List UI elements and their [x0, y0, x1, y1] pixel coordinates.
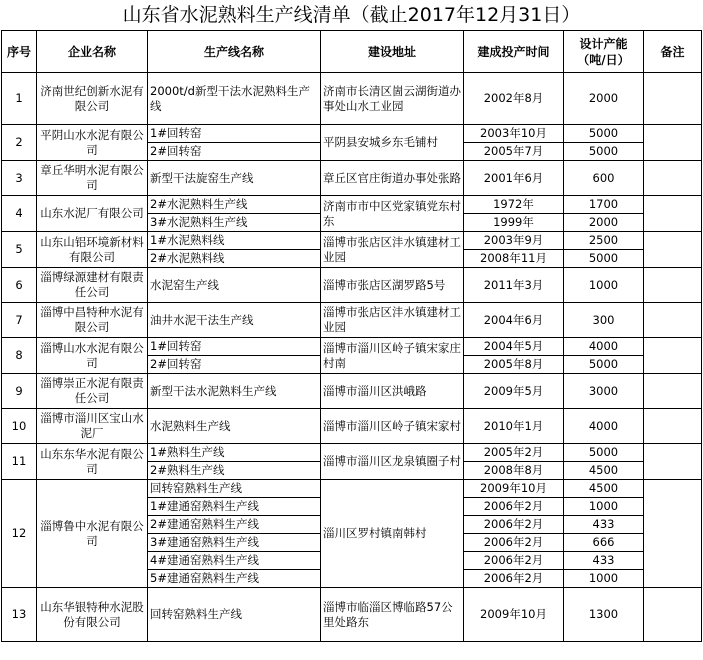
col-header-date: 建成投产时间 [464, 31, 564, 73]
capacity-cell: 5000 [564, 444, 644, 462]
seq-cell: 5 [2, 232, 37, 268]
date-cell: 2009年10月 [464, 588, 564, 642]
capacity-cell: 433 [564, 552, 644, 570]
company-cell: 章丘华明水泥有限公司 [37, 161, 148, 196]
line-name-cell: 1#回转窑 [148, 125, 321, 143]
seq-cell: 2 [2, 125, 37, 161]
line-name-cell: 3#水泥熟料生产线 [148, 214, 321, 232]
date-cell: 2006年2月 [464, 516, 564, 534]
seq-cell: 10 [2, 409, 37, 444]
capacity-cell: 1300 [564, 588, 644, 642]
note-cell [644, 480, 702, 588]
note-cell [644, 232, 702, 268]
address-cell: 平阴县安城乡东毛铺村 [321, 125, 464, 161]
col-header-line: 生产线名称 [148, 31, 321, 73]
address-cell: 济南市长清区崮云湖街道办事处山水工业园 [321, 73, 464, 125]
capacity-cell: 5000 [564, 125, 644, 143]
seq-cell: 6 [2, 268, 37, 303]
note-cell [644, 338, 702, 374]
company-cell: 淄博鲁中水泥有限公司 [37, 480, 148, 588]
date-cell: 2002年8月 [464, 73, 564, 125]
seq-cell: 4 [2, 196, 37, 232]
capacity-cell: 4500 [564, 462, 644, 480]
address-cell: 淄博市淄川区岭子镇宋家庄村南 [321, 338, 464, 374]
capacity-cell: 433 [564, 516, 644, 534]
address-cell: 章丘区官庄街道办事处张路 [321, 161, 464, 196]
date-cell: 2011年3月 [464, 268, 564, 303]
company-cell: 济南世纪创新水泥有限公司 [37, 73, 148, 125]
company-cell: 山东水泥厂有限公司 [37, 196, 148, 232]
date-cell: 2010年1月 [464, 409, 564, 444]
note-cell [644, 588, 702, 642]
address-cell: 淄博市淄川区龙泉镇圈子村 [321, 444, 464, 480]
capacity-cell: 2000 [564, 214, 644, 232]
seq-cell: 12 [2, 480, 37, 588]
line-name-cell: 4#建通窑熟料生产线 [148, 552, 321, 570]
line-name-cell: 1#回转窑 [148, 338, 321, 356]
capacity-cell: 600 [564, 161, 644, 196]
table-row [2, 196, 702, 214]
line-name-cell: 2#熟料生产线 [148, 462, 321, 480]
header-row [2, 31, 702, 73]
capacity-cell: 1000 [564, 570, 644, 588]
company-cell: 淄博山水水泥有限公司 [37, 338, 148, 374]
col-header-capacity: 设计产能（吨/日） [564, 31, 644, 73]
line-name-cell: 2000t/d新型干法水泥熟料生产线 [148, 73, 321, 125]
date-cell: 2008年8月 [464, 462, 564, 480]
company-cell: 平阴山水水泥有限公司 [37, 125, 148, 161]
note-cell [644, 125, 702, 161]
date-cell: 2006年2月 [464, 534, 564, 552]
line-name-cell: 3#建通窑熟料生产线 [148, 534, 321, 552]
note-cell [644, 161, 702, 196]
col-header-address: 建设地址 [321, 31, 464, 73]
seq-cell: 3 [2, 161, 37, 196]
line-name-cell: 1#熟料生产线 [148, 444, 321, 462]
company-cell: 淄博崇正水泥有限责任公司 [37, 374, 148, 409]
address-cell: 淄川区罗村镇南韩村 [321, 480, 464, 588]
seq-cell: 8 [2, 338, 37, 374]
note-cell [644, 303, 702, 338]
table-row [2, 268, 702, 303]
date-cell: 2006年2月 [464, 570, 564, 588]
company-cell: 淄博市淄川区宝山水泥厂 [37, 409, 148, 444]
company-cell: 淄博中昌特种水泥有限公司 [37, 303, 148, 338]
note-cell [644, 73, 702, 125]
page-title: 山东省水泥熟料生产线清单（截止2017年12月31日） [122, 4, 581, 26]
table-row [2, 303, 702, 338]
line-name-cell: 2#回转窑 [148, 356, 321, 374]
address-cell: 淄博市淄川区洪峨路 [321, 374, 464, 409]
company-cell: 山东东华水泥有限公司 [37, 444, 148, 480]
seq-cell: 11 [2, 444, 37, 480]
table-row [2, 444, 702, 462]
col-header-seq: 序号 [2, 31, 37, 73]
date-cell: 2004年6月 [464, 303, 564, 338]
company-cell: 淄博绿源建材有限责任公司 [37, 268, 148, 303]
date-cell: 1972年 [464, 196, 564, 214]
line-name-cell: 5#建通窑熟料生产线 [148, 570, 321, 588]
capacity-cell: 2500 [564, 232, 644, 250]
line-name-cell: 2#水泥熟料生产线 [148, 196, 321, 214]
capacity-cell: 1000 [564, 268, 644, 303]
note-cell [644, 196, 702, 232]
date-cell: 2006年2月 [464, 552, 564, 570]
capacity-cell: 5000 [564, 250, 644, 268]
date-cell: 2005年7月 [464, 143, 564, 161]
address-cell: 淄博市张店区沣水镇建材工业园 [321, 232, 464, 268]
date-cell: 2005年2月 [464, 444, 564, 462]
date-cell: 2009年5月 [464, 374, 564, 409]
table-row [2, 232, 702, 250]
line-name-cell: 回转窑熟料生产线 [148, 588, 321, 642]
date-cell: 2009年10月 [464, 480, 564, 498]
line-name-cell: 2#建通窑熟料生产线 [148, 516, 321, 534]
address-cell: 淄博市临淄区博临路57公里处路东 [321, 588, 464, 642]
date-cell: 2003年9月 [464, 232, 564, 250]
company-cell: 山东山铝环境新材料有限公司 [37, 232, 148, 268]
address-cell: 淄博市淄川区岭子镇宋家村 [321, 409, 464, 444]
line-name-cell: 回转窑熟料生产线 [148, 480, 321, 498]
col-header-company: 企业名称 [37, 31, 148, 73]
production-line-table [1, 30, 702, 642]
address-cell: 济南市市中区党家镇党东村东 [321, 196, 464, 232]
table-row [2, 161, 702, 196]
line-name-cell: 新型干法旋窑生产线 [148, 161, 321, 196]
table-row [2, 338, 702, 356]
line-name-cell: 2#回转窑 [148, 143, 321, 161]
company-cell: 山东华银特种水泥股份有限公司 [37, 588, 148, 642]
line-name-cell: 水泥熟料生产线 [148, 409, 321, 444]
capacity-cell: 666 [564, 534, 644, 552]
seq-cell: 9 [2, 374, 37, 409]
note-cell [644, 444, 702, 480]
capacity-cell: 4500 [564, 480, 644, 498]
date-cell: 1999年 [464, 214, 564, 232]
table-row [2, 588, 702, 642]
col-header-note: 备注 [644, 31, 702, 73]
capacity-cell: 1700 [564, 196, 644, 214]
table-row [2, 73, 702, 125]
capacity-cell: 5000 [564, 143, 644, 161]
note-cell [644, 409, 702, 444]
line-name-cell: 1#建通窑熟料生产线 [148, 498, 321, 516]
table-row [2, 125, 702, 143]
note-cell [644, 374, 702, 409]
line-name-cell: 油井水泥干法生产线 [148, 303, 321, 338]
capacity-cell: 4000 [564, 409, 644, 444]
table-row [2, 409, 702, 444]
address-cell: 淄博市张店区湖罗路5号 [321, 268, 464, 303]
capacity-cell: 5000 [564, 356, 644, 374]
date-cell: 2004年5月 [464, 338, 564, 356]
capacity-cell: 2000 [564, 73, 644, 125]
line-name-cell: 水泥窑生产线 [148, 268, 321, 303]
line-name-cell: 1#水泥熟料线 [148, 232, 321, 250]
date-cell: 2008年11月 [464, 250, 564, 268]
seq-cell: 13 [2, 588, 37, 642]
table-row [2, 374, 702, 409]
seq-cell: 1 [2, 73, 37, 125]
date-cell: 2003年10月 [464, 125, 564, 143]
capacity-cell: 4000 [564, 338, 644, 356]
date-cell: 2005年8月 [464, 356, 564, 374]
address-cell: 淄博市张店区沣水镇建材工业园 [321, 303, 464, 338]
seq-cell: 7 [2, 303, 37, 338]
date-cell: 2001年6月 [464, 161, 564, 196]
capacity-cell: 300 [564, 303, 644, 338]
line-name-cell: 新型干法水泥熟料生产线 [148, 374, 321, 409]
table-row [2, 480, 702, 498]
line-name-cell: 2#水泥熟料线 [148, 250, 321, 268]
date-cell: 2006年2月 [464, 498, 564, 516]
note-cell [644, 268, 702, 303]
capacity-cell: 3000 [564, 374, 644, 409]
capacity-cell: 1000 [564, 498, 644, 516]
